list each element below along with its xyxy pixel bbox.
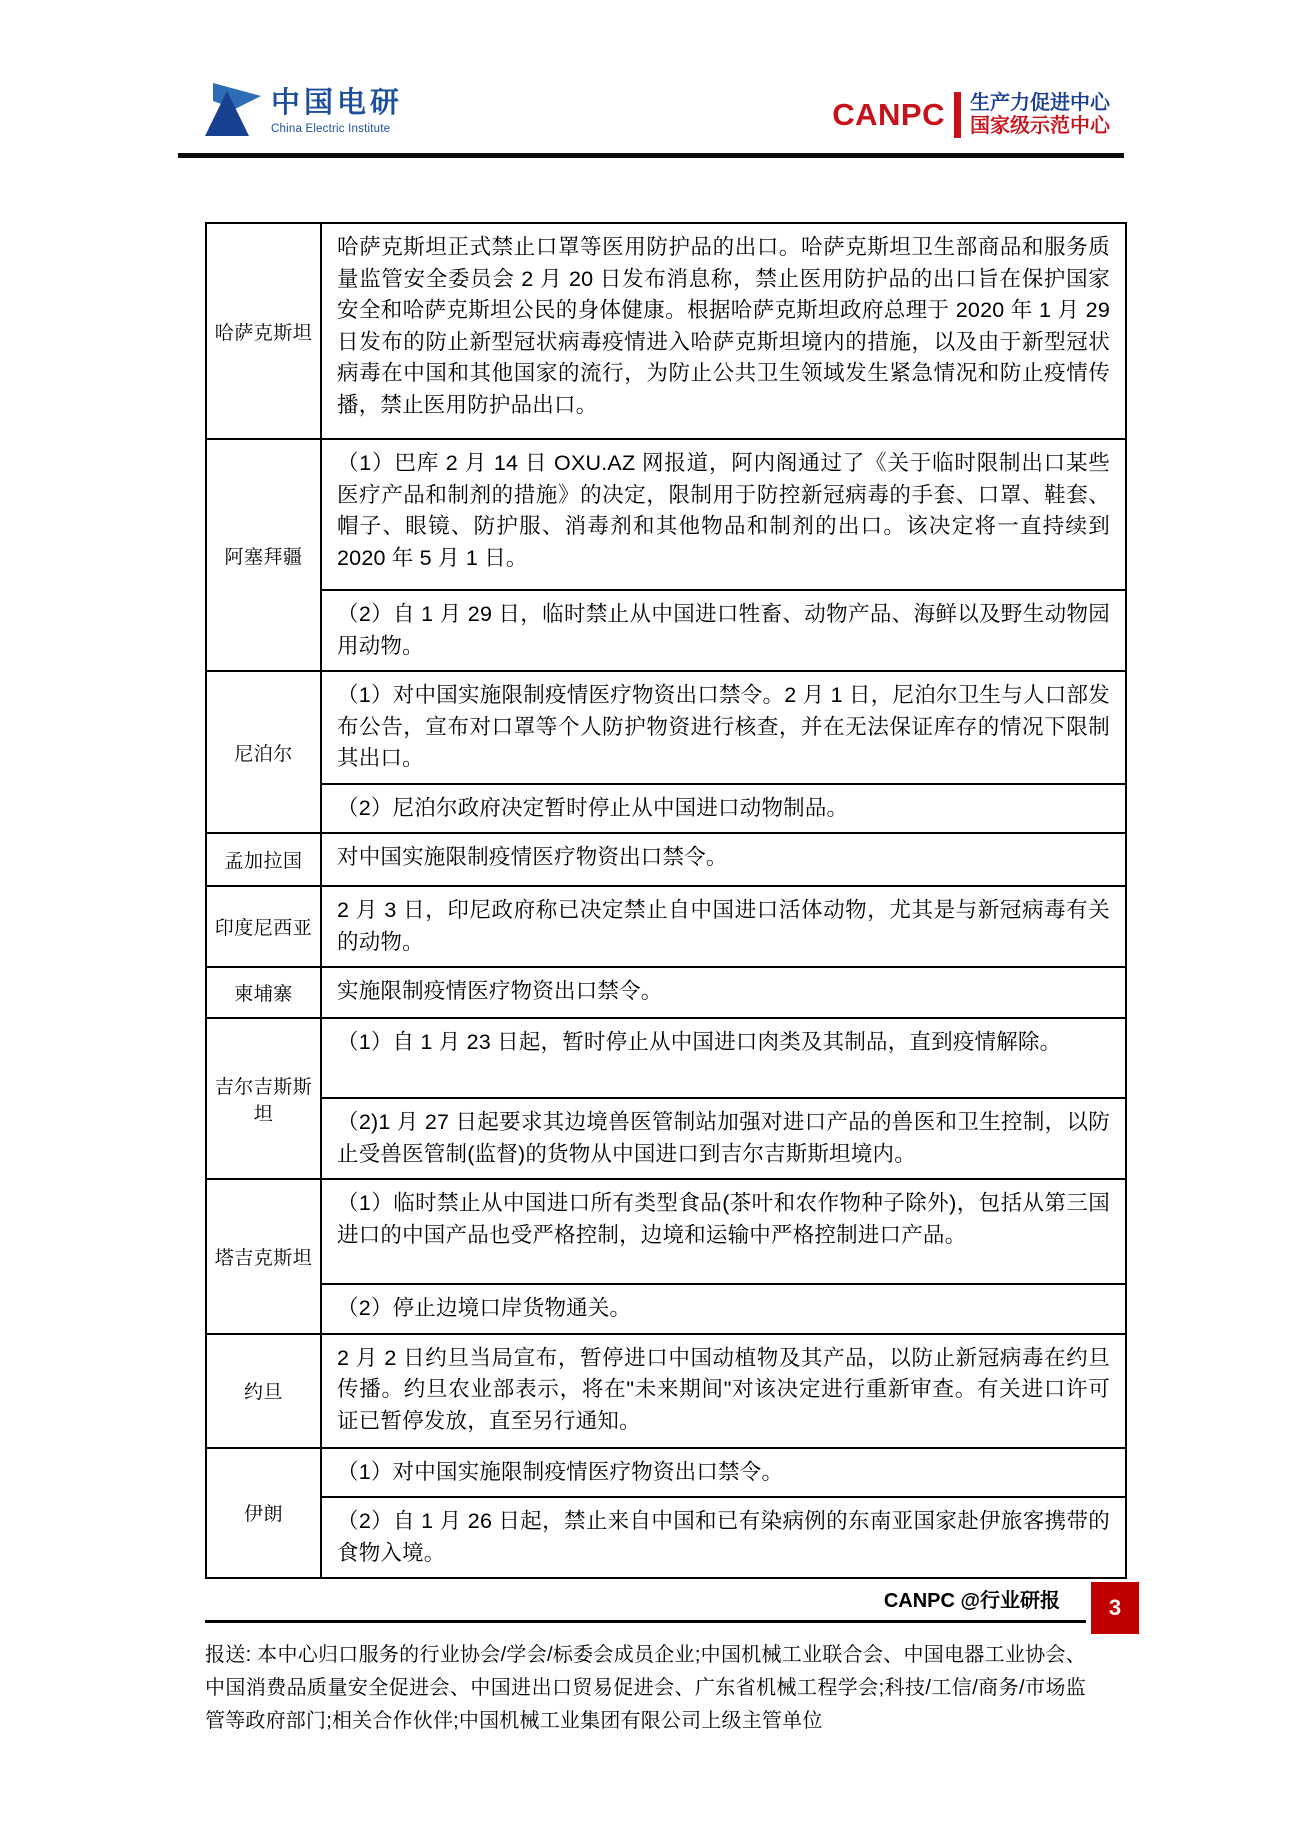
brand-acronym: CANPC: [832, 97, 945, 132]
measure-item: （2）自 1 月 26 日起，禁止来自中国和已有染病例的东南亚国家赴伊旅客携带的食物入境。: [322, 1496, 1125, 1577]
mountain-logo-icon: [205, 82, 261, 141]
country-cell: 约旦: [207, 1335, 322, 1447]
measures-cell: [322, 1180, 1125, 1333]
table-row: [207, 1333, 1125, 1447]
measure-item: 2 月 2 日约旦当局宣布，暂停进口中国动植物及其产品，以防止新冠病毒在约旦传播。约旦农业部表示，将在"未来期间"对该决定进行重新审查。有关进口许可证已暂停发放，直至另行通知。: [337, 1345, 1110, 1433]
country-cell: 尼泊尔: [207, 672, 322, 832]
measures-cell: [322, 440, 1125, 670]
measures-cell: [322, 224, 1125, 438]
brand-line-2: 国家级示范中心: [970, 115, 1110, 137]
measure-item: （2）停止边境口岸货物通关。: [322, 1283, 1125, 1333]
report-label-row: [205, 1588, 1122, 1623]
country-cell: 塔吉克斯坦: [207, 1180, 322, 1333]
distribution-note: 报送: 本中心归口服务的行业协会/学会/标委会成员企业;中国机械工业联合会、中国电器工业协会、中国消费品质量安全促进会、中国进出口贸易促进会、广东省机械工程学会;科技/工信/商务/市场监管等政府部门;相关合作伙伴;中国机械工业集团有限公司上级主管单位: [205, 1644, 1086, 1732]
measure-item: （1）对中国实施限制疫情医疗物资出口禁令。2 月 1 日，尼泊尔卫生与人口部发布公告，宣布对口罩等个人防护物资进行核查，并在无法保证库存的情况下限制其出口。: [337, 683, 1110, 770]
measures-cell: [322, 1019, 1125, 1178]
measure-item: （2)1 月 27 日起要求其边境兽医管制站加强对进口产品的兽医和卫生控制，以防止受兽医管制(监督)的货物从中国进口到吉尔吉斯斯坦境内。: [322, 1097, 1125, 1178]
measure-item: （1）自 1 月 23 日起，暂时停止从中国进口肉类及其制品，直到疫情解除。: [337, 1030, 1062, 1054]
country-cell: 伊朗: [207, 1449, 322, 1578]
cei-logo: [205, 82, 403, 141]
table-row: [207, 885, 1125, 966]
measure-item: （1）临时禁止从中国进口所有类型食品(茶叶和农作物种子除外)，包括从第三国进口的中国产品也受严格控制，边境和运输中严格控制进口产品。: [337, 1191, 1110, 1247]
measure-item: 哈萨克斯坦正式禁止口罩等医用防护品的出口。哈萨克斯坦卫生部商品和服务质量监管安全委员会 2 月 20 日发布消息称，禁止医用防护品的出口旨在保护国家安全和哈萨克斯坦公民的身体健康。根据哈萨克斯坦政府总理于 2020 年 1 月 29 日发布的防止新型冠状病毒疫情进入哈萨克斯坦境内的措施，以及由于新型冠状病毒在中国和其他国家的流行，为防止公共卫生领域发生紧急情况和防止疫情传播，禁止医用防护品出口。: [337, 235, 1110, 417]
measure-item: （1）巴库 2 月 14 日 OXU.AZ 网报道，阿内阁通过了《关于临时限制出口某些医疗产品和制剂的措施》的决定，限制用于防控新冠病毒的手套、口罩、鞋套、帽子、眼镜、防护服、消毒剂和其他物品和制剂的出口。该决定将一直持续到 2020 年 5 月 1 日。: [337, 451, 1110, 570]
country-cell: 吉尔吉斯斯坦: [207, 1019, 322, 1178]
table-row: [207, 670, 1125, 832]
cei-logo-text: [271, 88, 403, 136]
country-cell: 印度尼西亚: [207, 887, 322, 966]
table-row: [207, 966, 1125, 1017]
measures-cell: [322, 887, 1125, 966]
logo-subtitle: China Electric Institute: [271, 123, 391, 136]
table-row: [207, 1447, 1125, 1578]
report-label: CANPC @行业研报: [883, 1590, 1060, 1612]
measures-cell: [322, 1335, 1125, 1447]
measure-item: 实施限制疫情医疗物资出口禁令。: [337, 979, 663, 1003]
table-row: [207, 224, 1125, 438]
table-row: [207, 438, 1125, 670]
country-cell: 孟加拉国: [207, 834, 322, 885]
measures-cell: [322, 834, 1125, 885]
page-footer: [205, 1588, 1140, 1738]
canpc-brand: [832, 92, 1110, 138]
restrictions-table: [205, 222, 1127, 1579]
brand-divider: [954, 92, 961, 138]
page-number-box: [1091, 1582, 1139, 1634]
table-row: [207, 1017, 1125, 1178]
measures-cell: [322, 968, 1125, 1017]
country-cell: 阿塞拜疆: [207, 440, 322, 670]
measure-item: 对中国实施限制疫情医疗物资出口禁令。: [337, 845, 728, 869]
logo-title: 中国电研: [271, 86, 404, 119]
table-row: [207, 1178, 1125, 1333]
header-rule: [178, 153, 1124, 158]
page-number: 3: [1108, 1595, 1122, 1620]
measure-item: （2）自 1 月 29 日，临时禁止从中国进口牲畜、动物产品、海鲜以及野生动物园用动物。: [322, 589, 1125, 670]
measures-cell: [322, 672, 1125, 832]
measure-item: （1）对中国实施限制疫情医疗物资出口禁令。: [337, 1459, 784, 1484]
page-header: [205, 82, 1110, 141]
country-cell: 柬埔寨: [207, 968, 322, 1017]
brand-line-1: 生产力促进中心: [970, 92, 1110, 114]
table-row: [207, 832, 1125, 885]
measure-item: （2）尼泊尔政府决定暂时停止从中国进口动物制品。: [322, 783, 1125, 833]
country-cell: 哈萨克斯坦: [207, 224, 322, 438]
measures-cell: [322, 1449, 1125, 1578]
brand-lines: [970, 92, 1110, 138]
measure-item: 2 月 3 日，印尼政府称已决定禁止自中国进口活体动物，尤其是与新冠病毒有关的动物。: [337, 898, 1110, 954]
